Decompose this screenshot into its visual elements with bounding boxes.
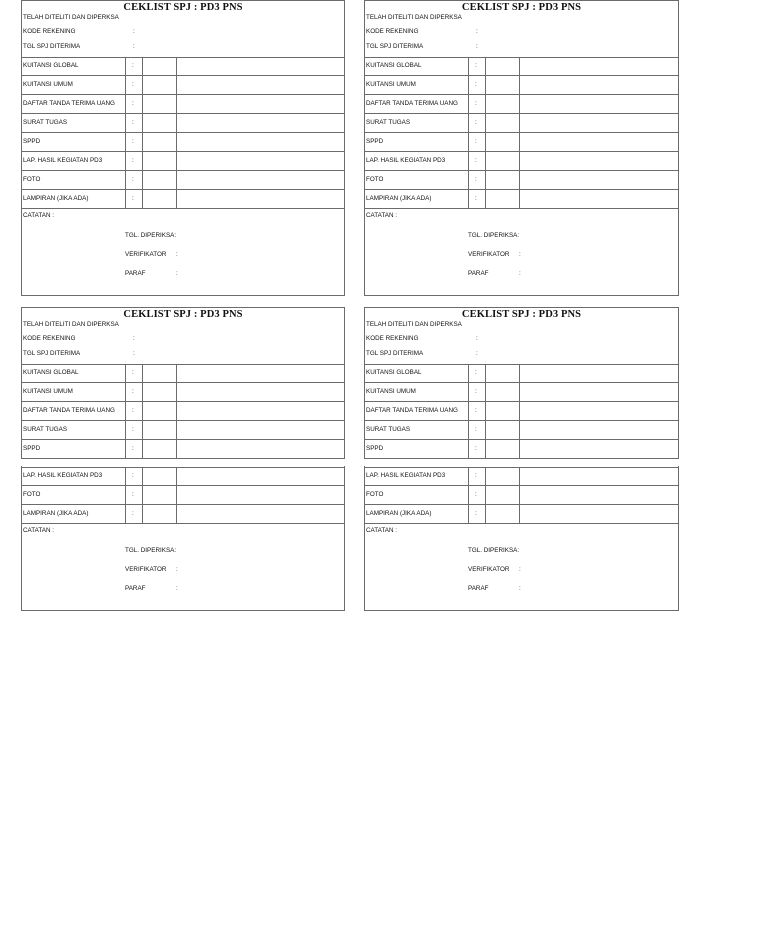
check-cell[interactable] bbox=[143, 190, 175, 208]
column-divider bbox=[468, 467, 469, 523]
header-checked-label: TELAH DITELITI DAN DIPERKSA bbox=[366, 321, 462, 328]
checklist-item-label: SPPD bbox=[366, 137, 384, 145]
check-cell[interactable] bbox=[486, 440, 518, 458]
check-cell[interactable] bbox=[143, 421, 175, 439]
remarks-cell[interactable] bbox=[520, 440, 678, 458]
header-colon: : bbox=[476, 335, 478, 342]
checklist-item-colon: : bbox=[475, 509, 477, 517]
initials-colon: : bbox=[176, 270, 178, 277]
checklist-item-colon: : bbox=[475, 156, 477, 164]
check-cell[interactable] bbox=[486, 402, 518, 420]
checklist-item-label: LAP. HASIL KEGIATAN PD3 bbox=[366, 472, 446, 479]
check-cell[interactable] bbox=[486, 190, 518, 208]
checklist-card-top-right bbox=[364, 0, 679, 296]
check-cell[interactable] bbox=[143, 365, 175, 382]
remarks-cell[interactable] bbox=[177, 114, 344, 132]
notes-label: CATATAN : bbox=[366, 527, 398, 534]
checklist-item-colon: : bbox=[132, 175, 134, 183]
checklist-item-label: FOTO bbox=[366, 175, 384, 183]
checklist-item-label: SPPD bbox=[23, 137, 41, 145]
check-cell[interactable] bbox=[143, 58, 175, 75]
checklist-item-colon: : bbox=[475, 194, 477, 202]
checklist-item-colon: : bbox=[132, 118, 134, 126]
header-account-code-label: KODE REKENING bbox=[366, 335, 419, 342]
check-cell[interactable] bbox=[486, 95, 518, 113]
remarks-cell[interactable] bbox=[177, 190, 344, 208]
checklist-card-bottom-left bbox=[21, 307, 345, 611]
initials-label: PARAF bbox=[125, 585, 146, 592]
check-cell[interactable] bbox=[486, 468, 518, 485]
check-cell[interactable] bbox=[143, 95, 175, 113]
checklist-item-label: SPPD bbox=[23, 444, 41, 452]
checklist-item-label: FOTO bbox=[366, 490, 384, 498]
check-cell[interactable] bbox=[486, 383, 518, 401]
checklist-item-label: LAMPIRAN (JIKA ADA) bbox=[366, 194, 432, 202]
checklist-item-label: KUITANSI GLOBAL bbox=[366, 369, 422, 376]
check-cell[interactable] bbox=[143, 440, 175, 458]
checklist-item-colon: : bbox=[132, 194, 134, 202]
checklist-item-label: LAP. HASIL KEGIATAN PD3 bbox=[366, 156, 446, 164]
verifier-colon: : bbox=[519, 566, 521, 573]
verifier-colon: : bbox=[176, 251, 178, 258]
row-divider bbox=[22, 208, 344, 209]
checklist-item-colon: : bbox=[132, 387, 134, 395]
remarks-cell[interactable] bbox=[520, 486, 678, 504]
checklist-item-colon: : bbox=[475, 99, 477, 107]
checklist-item-label: KUITANSI UMUM bbox=[23, 387, 73, 395]
initials-colon: : bbox=[176, 585, 178, 592]
notes-label: CATATAN : bbox=[23, 527, 55, 534]
checklist-item-colon: : bbox=[475, 80, 477, 88]
checklist-item-label: SURAT TUGAS bbox=[366, 425, 411, 433]
notes-label: CATATAN : bbox=[23, 212, 55, 219]
checklist-item-colon: : bbox=[475, 444, 477, 452]
remarks-cell[interactable] bbox=[520, 133, 678, 151]
remarks-cell[interactable] bbox=[177, 171, 344, 189]
checklist-item-colon: : bbox=[475, 369, 477, 376]
remarks-cell[interactable] bbox=[177, 76, 344, 94]
initials-label: PARAF bbox=[468, 585, 489, 592]
checklist-item-label: DAFTAR TANDA TERIMA UANG bbox=[366, 99, 458, 107]
check-cell[interactable] bbox=[486, 421, 518, 439]
remarks-cell[interactable] bbox=[520, 402, 678, 420]
inspection-date-label: TGL. DIPERIKSA: bbox=[125, 547, 177, 554]
check-cell[interactable] bbox=[143, 133, 175, 151]
checklist-item-colon: : bbox=[132, 472, 134, 479]
checklist-item-label: FOTO bbox=[23, 490, 41, 498]
header-checked-label: TELAH DITELITI DAN DIPERKSA bbox=[23, 14, 119, 21]
checklist-item-colon: : bbox=[475, 137, 477, 145]
checklist-item-label: LAMPIRAN (JIKA ADA) bbox=[23, 194, 89, 202]
verifier-label: VERIFIKATOR bbox=[125, 566, 167, 573]
remarks-cell[interactable] bbox=[520, 190, 678, 208]
header-account-code-label: KODE REKENING bbox=[366, 28, 419, 35]
header-colon: : bbox=[133, 28, 135, 35]
checklist-item-colon: : bbox=[132, 490, 134, 498]
section-gap bbox=[363, 459, 680, 466]
checklist-item-label: KUITANSI GLOBAL bbox=[366, 62, 422, 69]
checklist-item-colon: : bbox=[475, 406, 477, 414]
checklist-item-label: SURAT TUGAS bbox=[23, 425, 68, 433]
check-cell[interactable] bbox=[486, 505, 518, 523]
inspection-date-label: TGL. DIPERIKSA: bbox=[125, 232, 177, 239]
remarks-cell[interactable] bbox=[177, 133, 344, 151]
remarks-cell[interactable] bbox=[520, 76, 678, 94]
checklist-item-label: KUITANSI UMUM bbox=[366, 80, 416, 88]
verifier-label: VERIFIKATOR bbox=[125, 251, 167, 258]
header-checked-label: TELAH DITELITI DAN DIPERKSA bbox=[366, 14, 462, 21]
checklist-item-colon: : bbox=[475, 490, 477, 498]
checklist-item-label: DAFTAR TANDA TERIMA UANG bbox=[23, 406, 115, 414]
form-title: CEKLIST SPJ : PD3 PNS bbox=[461, 2, 582, 13]
row-divider bbox=[22, 523, 344, 524]
check-cell[interactable] bbox=[143, 171, 175, 189]
checklist-item-colon: : bbox=[132, 80, 134, 88]
checklist-item-label: KUITANSI GLOBAL bbox=[23, 62, 79, 69]
column-divider bbox=[125, 364, 126, 458]
check-cell[interactable] bbox=[486, 486, 518, 504]
verifier-label: VERIFIKATOR bbox=[468, 251, 510, 258]
checklist-item-colon: : bbox=[132, 156, 134, 164]
checklist-item-label: KUITANSI UMUM bbox=[23, 80, 73, 88]
header-date-received-label: TGL SPJ DITERIMA bbox=[366, 43, 424, 50]
check-cell[interactable] bbox=[143, 468, 175, 485]
check-cell[interactable] bbox=[486, 114, 518, 132]
check-cell[interactable] bbox=[143, 383, 175, 401]
check-cell[interactable] bbox=[143, 152, 175, 170]
checklist-item-label: KUITANSI UMUM bbox=[366, 387, 416, 395]
verifier-label: VERIFIKATOR bbox=[468, 566, 510, 573]
checklist-item-colon: : bbox=[475, 62, 477, 69]
checklist-item-colon: : bbox=[132, 62, 134, 69]
remarks-cell[interactable] bbox=[177, 468, 344, 485]
verifier-colon: : bbox=[519, 251, 521, 258]
checklist-item-label: LAP. HASIL KEGIATAN PD3 bbox=[23, 472, 103, 479]
header-colon: : bbox=[133, 43, 135, 50]
column-divider bbox=[468, 364, 469, 458]
checklist-item-label: LAMPIRAN (JIKA ADA) bbox=[366, 509, 432, 517]
check-cell[interactable] bbox=[143, 114, 175, 132]
checklist-item-label: LAP. HASIL KEGIATAN PD3 bbox=[23, 156, 103, 164]
checklist-item-label: DAFTAR TANDA TERIMA UANG bbox=[366, 406, 458, 414]
checklist-item-colon: : bbox=[475, 425, 477, 433]
initials-colon: : bbox=[519, 270, 521, 277]
remarks-cell[interactable] bbox=[520, 95, 678, 113]
checklist-item-colon: : bbox=[132, 444, 134, 452]
checklist-item-colon: : bbox=[132, 425, 134, 433]
check-cell[interactable] bbox=[486, 58, 518, 75]
remarks-cell[interactable] bbox=[520, 383, 678, 401]
column-divider bbox=[125, 467, 126, 523]
row-divider bbox=[365, 208, 678, 209]
header-colon: : bbox=[133, 335, 135, 342]
row-divider bbox=[365, 523, 678, 524]
header-colon: : bbox=[133, 350, 135, 357]
header-date-received-label: TGL SPJ DITERIMA bbox=[23, 43, 81, 50]
checklist-item-colon: : bbox=[475, 175, 477, 183]
remarks-cell[interactable] bbox=[520, 468, 678, 485]
remarks-cell[interactable] bbox=[177, 486, 344, 504]
remarks-cell[interactable] bbox=[177, 440, 344, 458]
initials-label: PARAF bbox=[468, 270, 489, 277]
checklist-item-label: FOTO bbox=[23, 175, 41, 183]
header-date-received-label: TGL SPJ DITERIMA bbox=[366, 350, 424, 357]
remarks-cell[interactable] bbox=[520, 58, 678, 75]
remarks-cell[interactable] bbox=[177, 402, 344, 420]
check-cell[interactable] bbox=[486, 152, 518, 170]
checklist-item-colon: : bbox=[132, 369, 134, 376]
form-title: CEKLIST SPJ : PD3 PNS bbox=[461, 309, 582, 320]
checklist-card-bottom-right bbox=[364, 307, 679, 611]
checklist-item-label: SPPD bbox=[366, 444, 384, 452]
remarks-cell[interactable] bbox=[520, 152, 678, 170]
inspection-date-label: TGL. DIPERIKSA: bbox=[468, 232, 520, 239]
verifier-colon: : bbox=[176, 566, 178, 573]
remarks-cell[interactable] bbox=[177, 421, 344, 439]
checklist-item-label: KUITANSI GLOBAL bbox=[23, 369, 79, 376]
check-cell[interactable] bbox=[143, 76, 175, 94]
check-cell[interactable] bbox=[486, 365, 518, 382]
checklist-item-label: LAMPIRAN (JIKA ADA) bbox=[23, 509, 89, 517]
checklist-card-top-left bbox=[21, 0, 345, 296]
remarks-cell[interactable] bbox=[177, 95, 344, 113]
check-cell[interactable] bbox=[486, 76, 518, 94]
remarks-cell[interactable] bbox=[520, 505, 678, 523]
check-cell[interactable] bbox=[486, 133, 518, 151]
inspection-date-label: TGL. DIPERIKSA: bbox=[468, 547, 520, 554]
header-account-code-label: KODE REKENING bbox=[23, 28, 76, 35]
remarks-cell[interactable] bbox=[520, 114, 678, 132]
checklist-item-label: DAFTAR TANDA TERIMA UANG bbox=[23, 99, 115, 107]
header-account-code-label: KODE REKENING bbox=[23, 335, 76, 342]
header-colon: : bbox=[476, 28, 478, 35]
remarks-cell[interactable] bbox=[520, 171, 678, 189]
checklist-item-colon: : bbox=[132, 406, 134, 414]
section-gap bbox=[20, 459, 346, 466]
form-title: CEKLIST SPJ : PD3 PNS bbox=[123, 309, 243, 320]
remarks-cell[interactable] bbox=[177, 505, 344, 523]
checklist-item-colon: : bbox=[475, 118, 477, 126]
checklist-item-label: SURAT TUGAS bbox=[23, 118, 68, 126]
column-divider bbox=[125, 57, 126, 208]
header-colon: : bbox=[476, 350, 478, 357]
remarks-cell[interactable] bbox=[177, 58, 344, 75]
check-cell[interactable] bbox=[486, 171, 518, 189]
initials-label: PARAF bbox=[125, 270, 146, 277]
remarks-cell[interactable] bbox=[520, 365, 678, 382]
remarks-cell[interactable] bbox=[177, 365, 344, 382]
remarks-cell[interactable] bbox=[177, 383, 344, 401]
checklist-item-colon: : bbox=[132, 137, 134, 145]
check-cell[interactable] bbox=[143, 486, 175, 504]
remarks-cell[interactable] bbox=[520, 421, 678, 439]
check-cell[interactable] bbox=[143, 505, 175, 523]
initials-colon: : bbox=[519, 585, 521, 592]
checklist-item-colon: : bbox=[132, 509, 134, 517]
notes-label: CATATAN : bbox=[366, 212, 398, 219]
check-cell[interactable] bbox=[143, 402, 175, 420]
checklist-item-label: SURAT TUGAS bbox=[366, 118, 411, 126]
header-checked-label: TELAH DITELITI DAN DIPERKSA bbox=[23, 321, 119, 328]
form-title: CEKLIST SPJ : PD3 PNS bbox=[123, 2, 243, 13]
header-date-received-label: TGL SPJ DITERIMA bbox=[23, 350, 81, 357]
column-divider bbox=[468, 57, 469, 208]
checklist-item-colon: : bbox=[132, 99, 134, 107]
checklist-item-colon: : bbox=[475, 472, 477, 479]
header-colon: : bbox=[476, 43, 478, 50]
remarks-cell[interactable] bbox=[177, 152, 344, 170]
checklist-item-colon: : bbox=[475, 387, 477, 395]
